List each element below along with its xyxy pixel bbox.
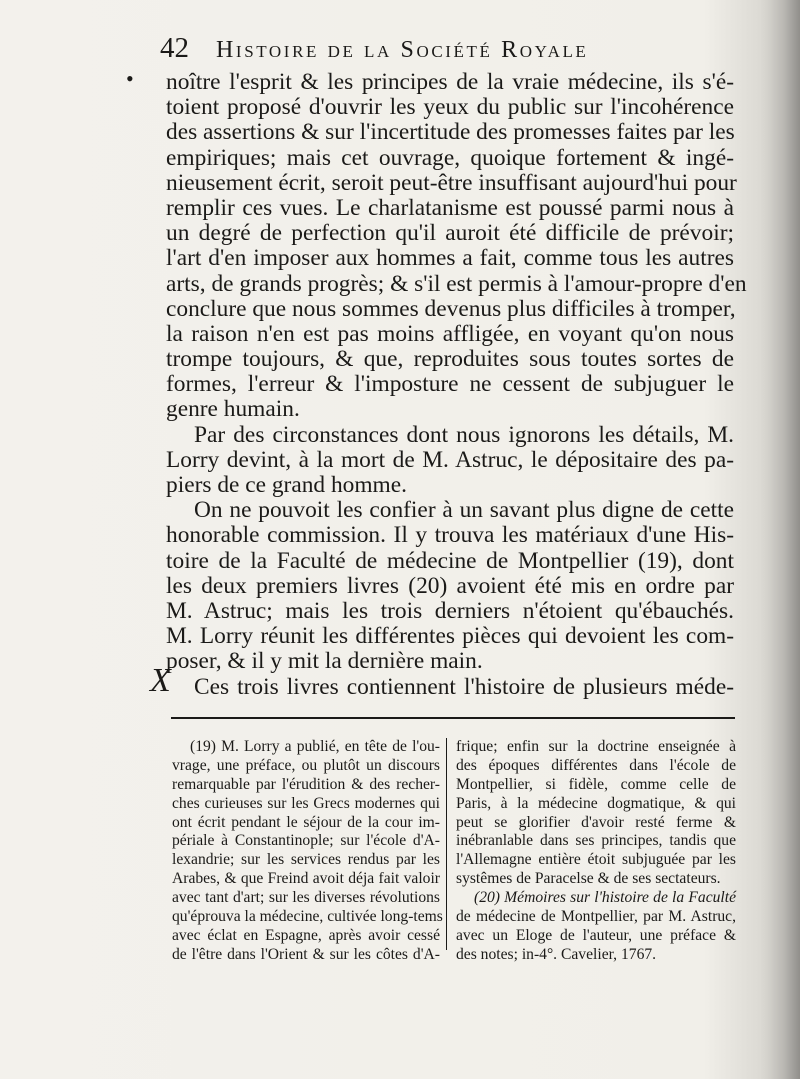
footnote-line: qu'éprouva la médecine, cultivée long-tems [172,908,443,926]
text-line: trompe toujours, & que, reproduites sous toutes sortes de [166,346,734,373]
footnote-line: des notes; in-4°. Cavelier, 1767. [456,945,657,963]
footnote-line: avec un Eloge de l'auteur, une préface & [456,926,736,944]
footnote-line: de l'être dans l'Orient & sur les côtes d'A- [172,945,440,963]
page-edge-shadow [760,0,800,1079]
text-line: arts, de grands progrès; & s'il est permis à l'amour-propre d'en [166,270,747,297]
text-line: toire de la Faculté de médecine de Montpellier (19), dont [166,547,734,574]
text-line: piers de ce grand homme. [166,472,407,498]
text-line: genre humain. [166,396,300,423]
text-line: l'art d'en imposer aux hommes a fait, comme tous les autres [166,245,734,272]
footnote-line: de médecine de Montpellier, par M. Astruc, [456,908,736,926]
footnote-column-right [456,738,736,965]
footnote-line: Arabes, & que Freind avoit déja fait valoir [172,870,440,888]
footnote-rule [171,717,735,719]
footnote-column-left [172,738,443,965]
main-text [166,69,747,700]
page-header [160,32,740,68]
text-line: Ces trois livres contiennent l'histoire de plusieurs méde- [194,673,734,700]
footnote-line: lexandrie; sur les services rendus par les [172,851,440,869]
footnote-line: peut se glorifier d'avoir resté ferme & [456,813,736,831]
footnote-line: Paris, à la médecine dogmatique, & qui [456,794,736,812]
text-line: poser, & il y mit la dernière main. [166,648,483,675]
footnote-line: (20) Mémoires sur l'histoire de la Faculté [474,889,736,907]
text-line: nieusement écrit, seroit peut-être insuffisant aujourd'hui pour [166,169,737,196]
text-line: Lorry devint, à la mort de M. Astruc, le dépositaire des pa- [166,446,734,473]
text-line: honorable commission. Il y trouva les matériaux d'une His- [166,522,734,549]
footnote-line: remarquable par l'érudition & des recher- [172,775,440,793]
footnote-line: inébranlable dans ses principes, tandis que [456,832,736,850]
footnote-line: périale à Constantinople; sur l'école d'A- [172,832,440,850]
text-line: la raison n'en est pas moins affligée, en voyant qu'on nous [166,320,734,347]
footnote-line: frique; enfin sur la doctrine enseignée à [456,738,736,755]
footnote-line: avec éclat en Espagne, après avoir cessé [172,926,440,944]
text-line: remplir ces vues. Le charlatanisme est poussé parmi nous à [166,194,734,221]
text-line: toient proposé d'ouvrir les yeux du public sur l'incohérence [166,94,734,121]
page-number: 42 [160,32,189,64]
text-line: noître l'esprit & les principes de la vraie médecine, ils s'é- [166,69,734,95]
text-line: conclure que nous sommes devenus plus difficiles à tromper, [166,295,736,322]
text-line: On ne pouvoit les confier à un savant plus digne de cette [194,497,734,524]
text-line: un degré de perfection qu'il auroit été difficile de prévoir; [166,220,734,247]
footnote-line: des époques différentes dans l'école de [456,756,736,774]
footnote-line: (19) M. Lorry a publié, en tête de l'ou- [190,738,440,755]
footnote-line: ches curieuses sur les Grecs modernes qui [172,794,440,812]
margin-dot-mark: • [126,66,134,91]
footnote-line: l'Allemagne entière étoit subjuguée par les [456,851,736,869]
text-line: formes, l'erreur & l'imposture ne cessent de subjuguer le [166,371,734,398]
text-line: les deux premiers livres (20) avoient été mis en ordre par [166,572,734,599]
text-line: M. Astruc; mais les trois derniers n'étoient qu'ébauchés. [166,597,734,624]
footnote-line: ont écrit pendant le séjour de la cour im- [172,813,440,831]
margin-cross-mark: X [150,662,171,699]
footnote-line: Montpellier, si fidèle, comme celle de [456,775,736,793]
text-line: M. Lorry réunit les différentes pièces qui devoient les com- [166,623,734,650]
text-line: empiriques; mais cet ouvrage, quoique fortement & ingé- [166,144,734,171]
footnote-line: vrage, une préface, ou plutôt un discours [172,756,440,774]
running-head: Histoire de la Société Royale [216,37,589,63]
footnote-line: systêmes de Paracelse & de ses sectateurs. [456,870,721,888]
footnote-line: avec tant d'art; sur les diverses révolutions [172,889,440,907]
text-line: Par des circonstances dont nous ignorons les détails, M. [194,421,734,448]
footnote-column-divider [446,738,447,950]
text-line: des assertions & sur l'incertitude des promesses faites par les [166,119,735,146]
